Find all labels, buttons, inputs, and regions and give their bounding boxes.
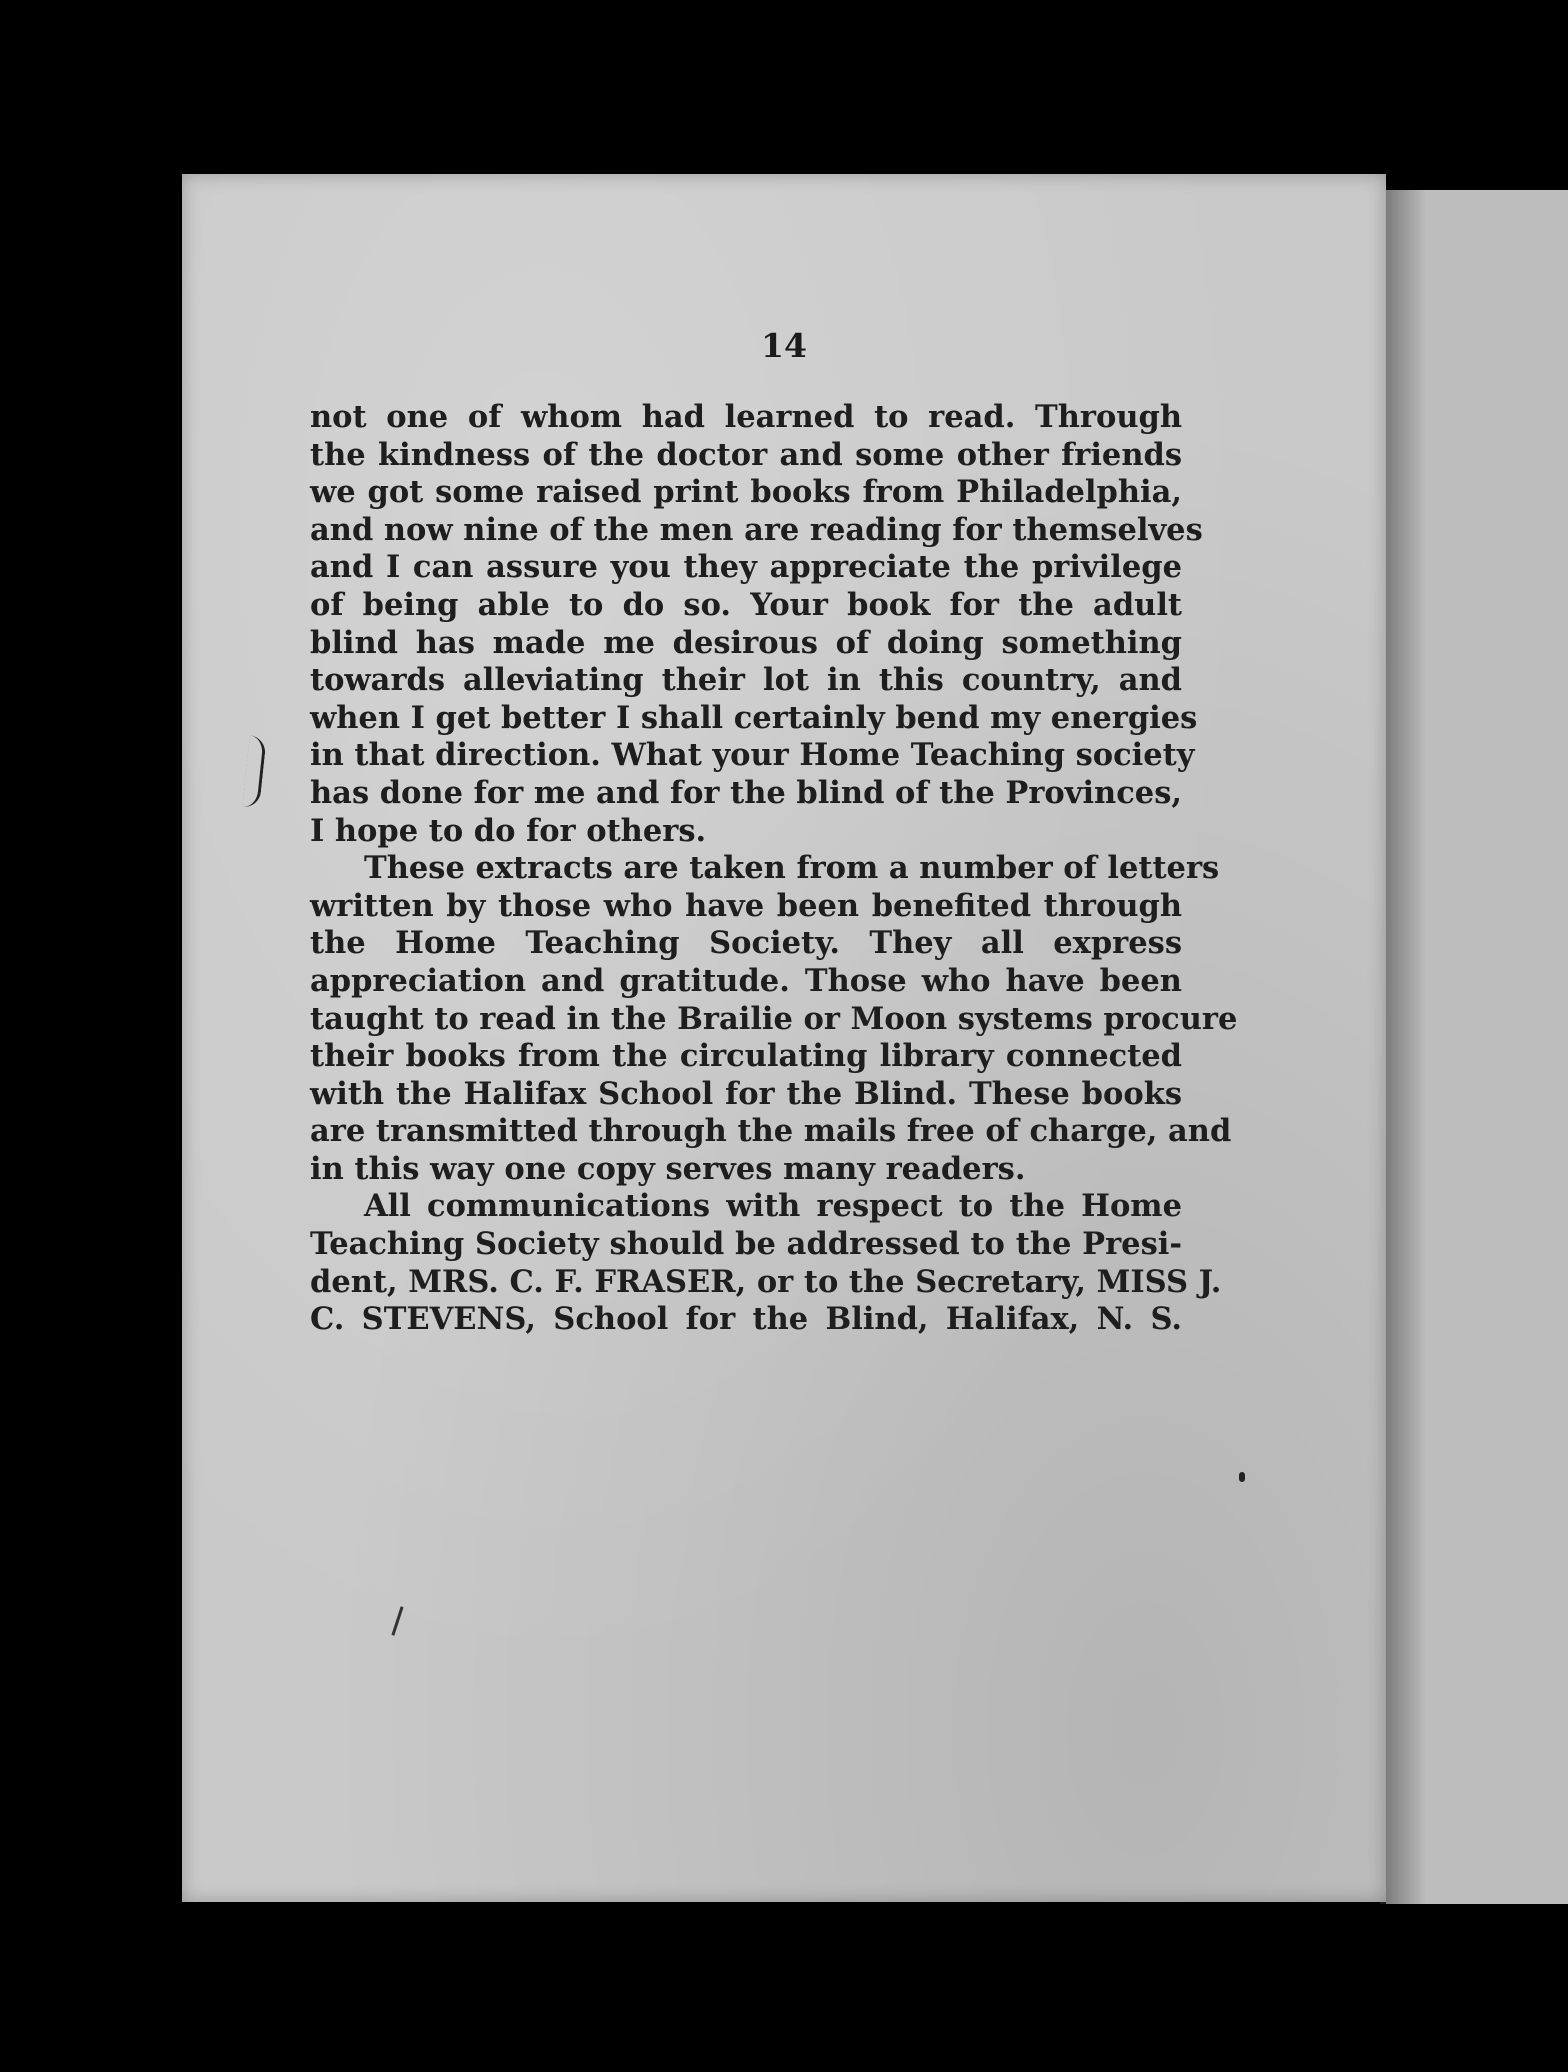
text-line: are transmitted through the mails free of charge, and xyxy=(310,1113,1232,1150)
paragraph-letter-excerpt xyxy=(310,399,1203,850)
text-line: Teaching Society should be addressed to the Presi- xyxy=(310,1226,1182,1263)
paragraph-extracts xyxy=(310,850,1238,1188)
page-text xyxy=(310,399,1238,1339)
text-line: and I can assure you they appreciate the privilege xyxy=(310,549,1182,586)
text-line: towards alleviating their lot in this country, and xyxy=(310,662,1182,699)
paragraph-communications xyxy=(310,1188,1222,1338)
stray-ink-dot xyxy=(1239,1472,1245,1482)
text-line: All communications with respect to the Home xyxy=(364,1188,1182,1225)
text-line: we got some raised print books from Philadelphia, xyxy=(310,474,1182,511)
text-line: taught to read in the Brailie or Moon systems procure xyxy=(310,1000,1238,1037)
book-page xyxy=(182,174,1386,1902)
text-line: C. STEVENS, School for the Blind, Halifax, N. S. xyxy=(310,1301,1182,1338)
text-line: not one of whom had learned to read. Through xyxy=(310,399,1182,435)
text-line: their books from the circulating library connected xyxy=(310,1038,1182,1075)
text-line: the kindness of the doctor and some other friends xyxy=(310,436,1182,473)
text-line: appreciation and gratitude. Those who have been xyxy=(310,962,1182,999)
text-line: when I get better I shall certainly bend my energies xyxy=(310,699,1198,736)
text-line: in this way one copy serves many readers. xyxy=(310,1150,1026,1187)
text-line: dent, MRS. C. F. FRASER, or to the Secretary, MISS J. xyxy=(310,1263,1222,1300)
text-line: blind has made me desirous of doing something xyxy=(310,624,1182,661)
text-line: the Home Teaching Society. They all express xyxy=(310,925,1182,962)
text-line: These extracts are taken from a number of letters xyxy=(364,850,1220,887)
text-line: of being able to do so. Your book for the adult xyxy=(310,586,1182,623)
text-line: in that direction. What your Home Teaching society xyxy=(310,737,1195,774)
text-line: has done for me and for the blind of the Provinces, xyxy=(310,774,1182,811)
facing-page-edge xyxy=(1386,190,1568,1904)
text-line: written by those who have been benefited through xyxy=(310,887,1182,924)
text-line: I hope to do for others. xyxy=(310,812,707,849)
text-line: with the Halifax School for the Blind. These books xyxy=(310,1075,1182,1112)
text-line: and now nine of the men are reading for themselves xyxy=(310,511,1203,548)
page-number: 14 xyxy=(761,326,807,365)
